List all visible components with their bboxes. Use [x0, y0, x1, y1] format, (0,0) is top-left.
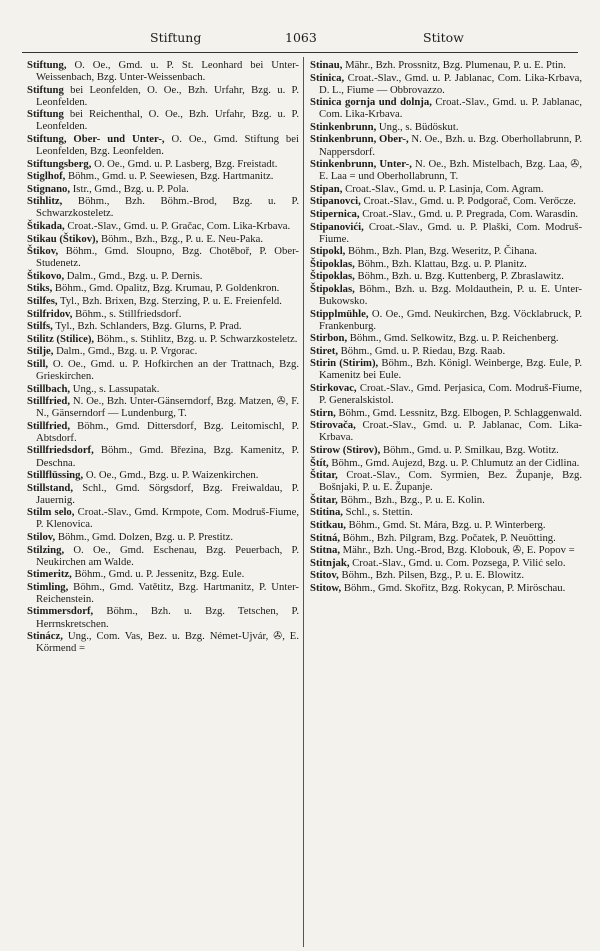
entry-text: Croat.-Slav., Com. Syrmien, Bez. Županje, Bzg. Bošnjaki, P. u. E. Županje.: [319, 469, 582, 494]
entry-headword: Štitar,: [310, 469, 338, 482]
entry-headword: Stilm selo,: [27, 506, 75, 519]
page-number: 1063: [285, 30, 317, 45]
entry-headword: Stipanovci,: [310, 195, 361, 208]
page-header: [0, 30, 600, 50]
entry-text: Ung., s. Büdöskut.: [376, 120, 459, 133]
gazetteer-entry: [27, 320, 299, 332]
gazetteer-entry: [310, 332, 582, 344]
entry-text: Croat.-Slav., Gmd. Krmpote, Com. Modruš-Fiume, P. Klenovica.: [36, 506, 300, 531]
entry-text: N. Oe., Bzh. Mistelbach, Bzg. Laa, ✇, E. Laa = und Oberhollabrunn, T.: [319, 158, 583, 183]
gazetteer-entry: [27, 358, 299, 382]
gazetteer-entry: [27, 605, 299, 629]
gazetteer-entry: [27, 195, 299, 219]
gazetteer-entry: [27, 133, 299, 157]
entry-headword: Stipernica,: [310, 207, 360, 220]
gazetteer-entry: [310, 519, 582, 531]
entry-headword: Stirovača,: [310, 419, 356, 432]
entry-text: Böhm., Gmd. Skořitz, Bzg. Rokycan, P. Miröschau.: [341, 581, 566, 594]
entry-text: Croat.-Slav., Gmd. u. P. Pregrada, Com. Warasdin.: [359, 207, 579, 220]
left-column: [27, 59, 299, 655]
entry-headword: Stilfes,: [27, 295, 58, 307]
entry-headword: Stitna,: [310, 544, 340, 557]
entry-text: Böhm., Bzh. Königl. Weinberge, Bzg. Eule, P. Kamenitz bei Eule.: [319, 357, 582, 382]
entry-headword: Stirbon,: [310, 332, 348, 345]
entry-text: Dalm., Gmd., Bzg. u. P. Vrgorac.: [53, 345, 198, 358]
gazetteer-entry: [310, 72, 582, 96]
entry-text: Mähr., Bzh. Prossnitz, Bzg. Plumenau, P. u. E. Ptin.: [342, 59, 566, 71]
entry-headword: Stinau,: [310, 59, 343, 71]
entry-headword: Stitov,: [310, 569, 339, 582]
entry-text: O. Oe., Gmd. Neukirchen, Bzg. Vöcklabruck, P. Frankenburg.: [319, 307, 582, 332]
gazetteer-entry: [310, 557, 582, 569]
entry-text: Böhm., Bzh. Böhm.-Brod, Bzg. u. P. Schwarzkosteletz.: [36, 195, 299, 220]
entry-text: Croat.-Slav., Gmd. u. Com. Pozsega, P. Vilić selo.: [349, 556, 566, 569]
entry-text: Böhm., s. Stihlitz, Bzg. u. P. Schwarzkosteletz.: [94, 332, 298, 345]
gazetteer-entry: [27, 108, 299, 132]
entry-headword: Still,: [27, 357, 49, 370]
gazetteer-entry: [27, 308, 299, 320]
entry-headword: Stilfs,: [27, 320, 53, 333]
gazetteer-entry: [310, 345, 582, 357]
entry-text: Böhm., Gmd. Březina, Bzg. Kamenitz, P. Deschna.: [36, 444, 299, 469]
entry-headword: Stiftung,: [27, 59, 67, 71]
entry-text: Böhm., Bzh., Bzg., P. u. E. Kolin.: [337, 493, 485, 506]
gazetteer-entry: [27, 506, 299, 530]
entry-text: Böhm., Gmd. Dittersdorf, Bzg. Leitomischl, P. Abtsdorf.: [36, 419, 299, 444]
entry-headword: Stiftung: [27, 108, 64, 121]
entry-text: Böhm., Bzh. Pilsen, Bzg., P. u. E. Blowitz.: [338, 569, 525, 582]
gazetteer-entry: [27, 183, 299, 195]
gazetteer-entry: [310, 270, 582, 282]
entry-headword: Stillstand,: [27, 481, 74, 494]
entry-text: Tyl., Bzh. Schlanders, Bzg. Glurns, P. Prad.: [52, 320, 242, 333]
entry-text: Böhm., Gmd. u. P. Riedau, Bzg. Raab.: [338, 344, 506, 357]
entry-text: bei Leonfelden, O. Oe., Bzh. Urfahr, Bzg. u. P. Leonfelden.: [36, 83, 299, 108]
gazetteer-entry: [310, 457, 582, 469]
entry-text: Böhm., Bzh. Pilgram, Bzg. Počatek, P. Neuötting.: [340, 531, 556, 544]
gazetteer-entry: [310, 183, 582, 195]
gazetteer-entry: [27, 59, 299, 83]
gazetteer-entry: [27, 158, 299, 170]
entry-headword: Stikau (Štikov),: [27, 232, 99, 245]
entry-text: Böhm., Gmd. Lessnitz, Bzg. Elbogen, P. Schlaggenwald.: [335, 406, 582, 419]
entry-headword: Stipplmühle,: [310, 307, 369, 320]
entry-text: Böhm., s. Stillfriedsdorf.: [72, 307, 182, 320]
entry-headword: Stinica gornja und dolnja,: [310, 96, 432, 109]
gazetteer-entry: [310, 569, 582, 581]
entry-headword: Štikada,: [27, 219, 65, 232]
entry-headword: Štipoklas,: [310, 257, 355, 270]
gazetteer-entry: [27, 544, 299, 568]
entry-headword: Stinica,: [310, 71, 345, 84]
entry-headword: Štít,: [310, 456, 329, 469]
entry-headword: Stirin (Stirim),: [310, 357, 379, 370]
header-left-term: Stiftung: [150, 30, 202, 45]
entry-text: Böhm., Bzh. u. Bzg. Tetschen, P. Herrnskretschen.: [36, 605, 299, 630]
entry-headword: Stipokl,: [310, 245, 346, 258]
entry-text: Croat.-Slav., Gmd. u. P. Jablanac, Com. Lika-Krbava.: [319, 96, 582, 121]
entry-headword: Štipoklas,: [310, 270, 355, 283]
entry-headword: Stipanovići,: [310, 220, 364, 233]
gazetteer-entry: [27, 420, 299, 444]
gazetteer-entry: [27, 220, 299, 232]
entry-headword: Stillbach,: [27, 382, 71, 395]
entry-headword: Štipoklas,: [310, 282, 355, 295]
entry-text: Böhm., Gmd. Dolzen, Bzg. u. P. Prestitz.: [55, 531, 234, 543]
entry-headword: Stimmersdorf,: [27, 605, 94, 618]
gazetteer-entry: [310, 382, 582, 406]
entry-text: O. Oe., Gmd. Eschenau, Bzg. Peuerbach, P. Neukirchen am Walde.: [36, 543, 299, 568]
entry-headword: Štitar,: [310, 493, 338, 506]
entry-text: Böhm., Gmd. Selkowitz, Bzg. u. P. Reichenberg.: [347, 332, 559, 345]
entry-text: Böhm., Gmd. u. P. Jessenitz, Bzg. Eule.: [71, 568, 245, 581]
entry-text: Ung., s. Lassupatak.: [70, 382, 160, 395]
entry-text: Böhm., Bzh. u. Bzg. Moldauthein, P. u. E. Unter-Bukowsko.: [319, 282, 582, 307]
entry-headword: Stimling,: [27, 580, 69, 593]
gazetteer-entry: [310, 469, 582, 493]
header-right-term: Stitow: [423, 30, 464, 45]
entry-text: Croat.-Slav., Gmd. u. P. Jablanac, Com. Lika-Krbava, D. L., Fiume — Obbrovazzo.: [319, 71, 582, 96]
entry-text: Böhm., Gmd. St. Mára, Bzg. u. P. Winterberg.: [345, 518, 546, 531]
entry-text: Tyl., Bzh. Brixen, Bzg. Sterzing, P. u. E. Freienfeld.: [57, 295, 282, 307]
gazetteer-entry: [310, 283, 582, 307]
entry-text: Böhm., Gmd. u. P. Seewiesen, Bzg. Hartmanitz.: [65, 170, 274, 183]
entry-text: Ung., Com. Vas, Bez. u. Bzg. Német-Ujvár, ✇, E. Körmend =: [36, 630, 299, 655]
entry-text: Schl., Gmd. Sörgsdorf, Bzg. Freiwaldau, P. Jauernig.: [36, 481, 299, 506]
entry-headword: Stinkenbrunn,: [310, 120, 377, 133]
gazetteer-entry: [27, 444, 299, 468]
entry-headword: Stiglhof,: [27, 170, 66, 183]
entry-headword: Stillfried,: [27, 419, 71, 432]
gazetteer-entry: [310, 59, 582, 71]
entry-headword: Stiftungsberg,: [27, 157, 92, 170]
entry-headword: Stinkenbrunn, Unter-,: [310, 158, 412, 171]
entry-headword: Štikov,: [27, 245, 59, 258]
gazetteer-entry: [310, 121, 582, 133]
entry-text: O. Oe., Gmd. u. P. Lasberg, Bzg. Freistadt.: [91, 157, 278, 170]
gazetteer-entry: [27, 531, 299, 543]
gazetteer-entry: [310, 582, 582, 594]
entry-headword: Stinkenbrunn, Ober-,: [310, 133, 409, 146]
entry-text: Böhm., Gmd. Opalitz, Bzg. Krumau, P. Goldenkron.: [52, 282, 280, 295]
gazetteer-entry: [27, 630, 299, 654]
gazetteer-entry: [27, 170, 299, 182]
entry-headword: Stignano,: [27, 182, 71, 195]
entry-headword: Stilje,: [27, 345, 54, 358]
entry-text: Croat.-Slav., Gmd. u. P. Podgorač, Com. Verőcze.: [360, 195, 576, 208]
entry-text: O. Oe., Gmd. u. P. Hofkirchen an der Trattnach, Bzg. Grieskirchen.: [36, 357, 299, 383]
entry-headword: Stilitz (Stilice),: [27, 332, 95, 345]
entry-headword: Stiftung, Ober- und Unter-,: [27, 132, 165, 145]
gazetteer-entry: [27, 282, 299, 294]
entry-headword: Štikovo,: [27, 269, 65, 282]
gazetteer-entry: [27, 270, 299, 282]
entry-headword: Stitow,: [310, 581, 342, 594]
entry-headword: Stillflüssing,: [27, 469, 84, 482]
entry-headword: Stinácz,: [27, 630, 63, 643]
entry-headword: Stilov,: [27, 531, 56, 543]
gazetteer-entry: [310, 532, 582, 544]
entry-headword: Stitná,: [310, 531, 340, 544]
entry-headword: Stihlitz,: [27, 195, 63, 208]
entry-text: Böhm., Gmd. Aujezd, Bzg. u. P. Chlumutz an der Cidlina.: [328, 456, 580, 469]
entry-text: O. Oe., Gmd. u. P. St. Leonhard bei Unter-Weissenbach, Bzg. Unter-Weissenbach.: [36, 59, 299, 84]
gazetteer-entry: [310, 494, 582, 506]
gazetteer-entry: [310, 258, 582, 270]
entry-headword: Stitnjak,: [310, 556, 350, 569]
entry-text: Croat.-Slav., Gmd. u. P. Plaški, Com. Modruš-Fiume.: [319, 220, 582, 245]
entry-headword: Stitkau,: [310, 518, 346, 531]
entry-text: N. Oe., Bzh. u. Bzg. Oberhollabrunn, P. Nappersdorf.: [319, 133, 582, 158]
gazetteer-entry: [310, 208, 582, 220]
gazetteer-entry: [310, 133, 582, 157]
entry-headword: Stiks,: [27, 282, 53, 295]
entry-text: Böhm., Gmd. u. P. Smilkau, Bzg. Wotitz.: [380, 443, 559, 456]
gazetteer-entry: [310, 195, 582, 207]
entry-text: bei Reichenthal, O. Oe., Bzh. Urfahr, Bzg. u. P. Leonfelden.: [36, 108, 299, 133]
entry-text: Schl., s. Stettin.: [342, 506, 413, 519]
gazetteer-entry: [27, 345, 299, 357]
gazetteer-entry: [310, 444, 582, 456]
gazetteer-entry: [27, 295, 299, 307]
entry-headword: Stillfriedsdorf,: [27, 444, 94, 457]
entry-text: Böhm., Bzh. Plan, Bzg. Weseritz, P. Čihana.: [345, 245, 537, 258]
entry-headword: Stiftung: [27, 83, 64, 96]
entry-headword: Stirn,: [310, 406, 336, 419]
entry-text: Croat.-Slav., Gmd. Perjasica, Com. Modruš-Fiume, P. Generalskistol.: [319, 382, 582, 407]
gazetteer-entry: [310, 506, 582, 518]
gazetteer-entry: [27, 84, 299, 108]
column-divider: [303, 57, 304, 947]
gazetteer-entry: [310, 419, 582, 443]
entry-text: Böhm., Gmd. Sloupno, Bzg. Chotěboř, P. Ober-Studenetz.: [36, 245, 299, 270]
entry-headword: Stilzing,: [27, 543, 65, 556]
entry-headword: Stimeritz,: [27, 568, 72, 581]
gazetteer-entry: [27, 395, 299, 419]
gazetteer-entry: [27, 482, 299, 506]
gazetteer-entry: [310, 308, 582, 332]
entry-text: Croat.-Slav., Gmd. u. P. Gračac, Com. Lika-Krbava.: [64, 219, 291, 232]
gazetteer-entry: [27, 233, 299, 245]
entry-text: Mähr., Bzh. Ung.-Brod, Bzg. Klobouk, ✇, E. Popov =: [340, 544, 575, 557]
gazetteer-entry: [310, 96, 582, 120]
gazetteer-entry: [27, 568, 299, 580]
gazetteer-entry: [27, 469, 299, 481]
entry-text: O. Oe., Gmd. Stiftung bei Leonfelden, Bzg. Leonfelden.: [36, 132, 299, 157]
entry-text: Croat.-Slav., Gmd. u. P. Lasinja, Com. Agram.: [342, 182, 544, 195]
gazetteer-entry: [310, 357, 582, 381]
entry-text: Istr., Gmd., Bzg. u. P. Pola.: [70, 182, 189, 195]
gazetteer-entry: [27, 383, 299, 395]
gazetteer-entry: [27, 245, 299, 269]
entry-text: Dalm., Gmd., Bzg. u. P. Dernis.: [64, 269, 203, 282]
entry-headword: Stipan,: [310, 182, 343, 195]
right-column: [310, 59, 582, 595]
gazetteer-entry: [27, 581, 299, 605]
entry-text: Böhm., Bzh., Bzg., P. u. E. Neu-Paka.: [98, 232, 264, 245]
gazetteer-entry: [310, 221, 582, 245]
entry-headword: Stiret,: [310, 344, 338, 357]
entry-text: Böhm., Bzh. Klattau, Bzg. u. P. Planitz.: [354, 257, 527, 270]
gazetteer-entry: [310, 544, 582, 556]
entry-text: Böhm., Bzh. u. Bzg. Kuttenberg, P. Zbraslawitz.: [354, 270, 564, 283]
entry-text: N. Oe., Bzh. Unter-Gänserndorf, Bzg. Matzen, ✇, F. N., Gänserndorf — Lundenburg, T.: [36, 395, 299, 420]
entry-headword: Stilfridov,: [27, 307, 73, 320]
entry-text: O. Oe., Gmd., Bzg. u. P. Waizenkirchen.: [83, 469, 259, 482]
entry-text: Croat.-Slav., Gmd. u. P. Jablanac, Com. Lika-Krbava.: [319, 419, 582, 444]
entry-headword: Stitina,: [310, 506, 343, 519]
header-rule: [22, 52, 578, 53]
entry-headword: Stirkovac,: [310, 382, 357, 395]
gazetteer-entry: [27, 333, 299, 345]
gazetteer-entry: [310, 245, 582, 257]
gazetteer-entry: [310, 407, 582, 419]
entry-headword: Stirow (Stirov),: [310, 443, 381, 456]
gazetteer-entry: [310, 158, 582, 182]
entry-headword: Stillfried,: [27, 395, 71, 408]
entry-text: Böhm., Gmd. Vatětitz, Bzg. Hartmanitz, P. Unter-Reichenstein.: [36, 580, 299, 605]
